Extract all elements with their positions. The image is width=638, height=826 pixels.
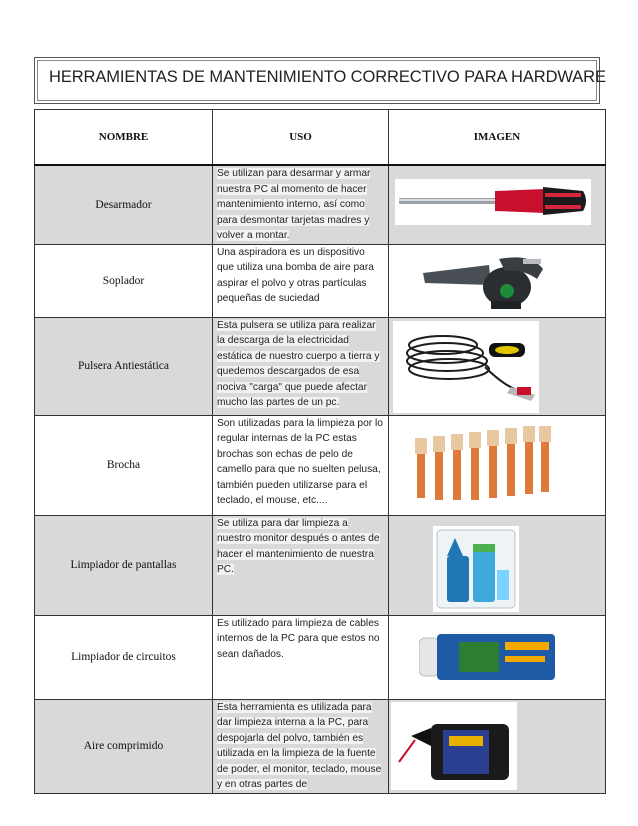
- tool-use-text: Esta herramienta es utilizada para dar limpieza interna a la PC, para despojarla del polvo, también es utilizada en la limpieza de la fuente de poder, el monitor, teclado, mouse y en otras partes de: [217, 701, 382, 790]
- tool-use: [213, 515, 389, 615]
- tool-name: Desarmador: [35, 165, 213, 244]
- tool-use: [213, 699, 389, 793]
- tool-image-cell: [389, 165, 606, 244]
- tool-use-text: Es utilizado para limpieza de cables internos de la PC para que estos no sean dañados.: [217, 617, 380, 660]
- screwdriver-icon: [395, 179, 591, 225]
- tool-image-cell: [389, 317, 606, 415]
- antistatic-wristband-icon: [393, 321, 539, 413]
- tool-use: [213, 317, 389, 415]
- tool-use: [213, 244, 389, 317]
- circuit-cleaner-can-icon: [419, 628, 559, 686]
- table-row: [35, 165, 606, 244]
- table-row: [35, 515, 606, 615]
- tool-image-cell: [389, 515, 606, 615]
- tool-name: Aire comprimido: [35, 699, 213, 793]
- table-row: [35, 415, 606, 515]
- title-box: [34, 57, 606, 104]
- header-row: [35, 110, 606, 166]
- table-row: [35, 244, 606, 317]
- screen-cleaner-kit-icon: [433, 526, 519, 612]
- brushes-icon: [409, 420, 559, 510]
- tool-use: [213, 415, 389, 515]
- header-use: USO: [213, 110, 389, 166]
- tool-image-cell: [389, 415, 606, 515]
- tool-name: Soplador: [35, 244, 213, 317]
- tool-use: [213, 615, 389, 699]
- tool-use-text: Esta pulsera se utiliza para realizar la descarga de la electricidad estática de nuestro cuerpo a tierra y quedemos descargados de esa nociva "carga" que puede afectar mucho las partes de un pc.: [217, 319, 380, 408]
- tool-name: Brocha: [35, 415, 213, 515]
- compressed-air-can-icon: [391, 702, 517, 790]
- tools-table: [34, 109, 606, 794]
- document-title: HERRAMIENTAS DE MANTENIMIENTO CORRECTIVO PARA HARDWARE: [49, 68, 606, 86]
- tool-name: Pulsera Antiestática: [35, 317, 213, 415]
- tool-name: Limpiador de circuitos: [35, 615, 213, 699]
- blower-icon: [419, 251, 549, 313]
- tool-image-cell: [389, 244, 606, 317]
- table-row: [35, 699, 606, 793]
- table-row: [35, 615, 606, 699]
- tool-image-cell: [389, 699, 606, 793]
- tool-use-text: Se utiliza para dar limpieza a nuestro monitor después o antes de hacer el mantenimiento de nuestra PC.: [217, 517, 380, 575]
- header-name: NOMBRE: [35, 110, 213, 166]
- tool-use: [213, 165, 389, 244]
- tool-name: Limpiador de pantallas: [35, 515, 213, 615]
- tool-use-text: Una aspiradora es un dispositivo que utiliza una bomba de aire para aspirar el polvo y otras partículas pequeñas de suciedad: [217, 246, 374, 304]
- tool-use-text: Se utilizan para desarmar y armar nuestra PC al momento de hacer mantenimiento interno, así como para desmontar tarjetas madres y volver a montar.: [217, 168, 371, 241]
- table-row: [35, 317, 606, 415]
- tool-use-text: Son utilizadas para la limpieza por lo regular internas de la PC estas brochas son echas de pelo de camello para que no suelten pelusa, también pueden utilizarse para el teclado, el mouse, etc....: [217, 417, 383, 506]
- tool-image-cell: [389, 615, 606, 699]
- header-image: IMAGEN: [389, 110, 606, 166]
